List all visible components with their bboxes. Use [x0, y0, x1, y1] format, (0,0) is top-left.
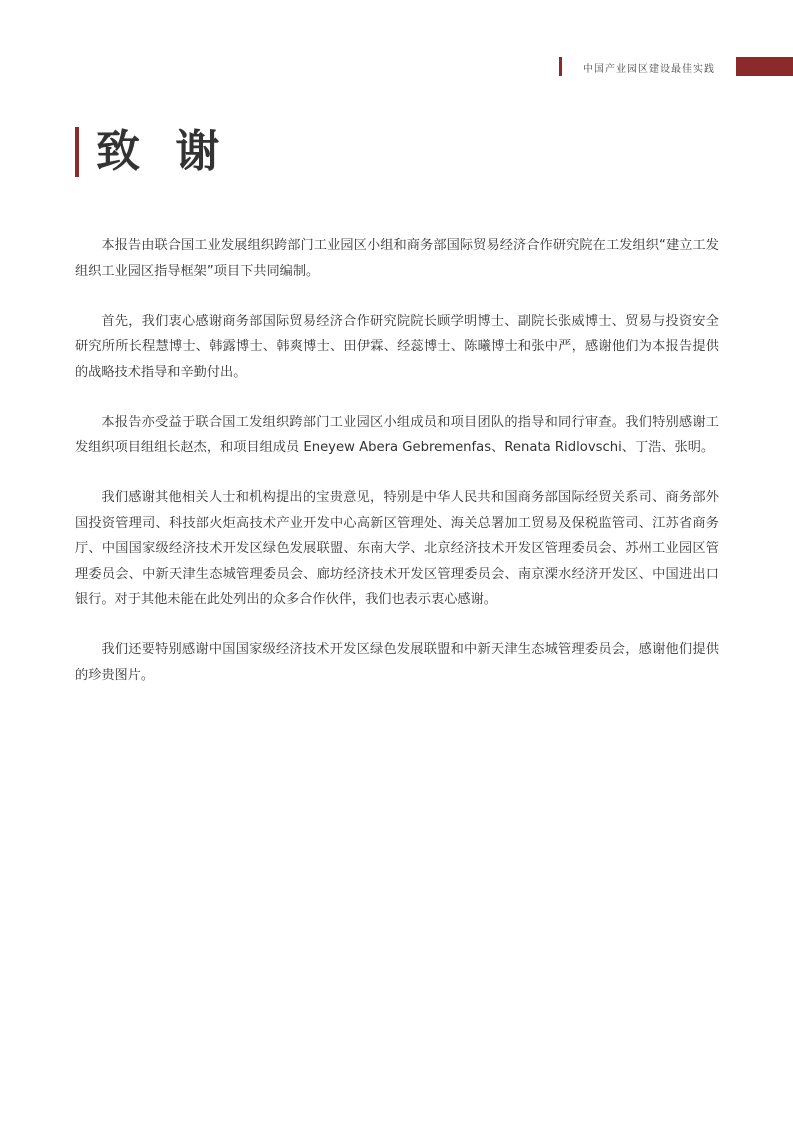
page-title: 致 谢	[96, 126, 230, 177]
acknowledgement-body	[75, 233, 719, 713]
title-accent-bar	[75, 127, 79, 177]
paragraph: 我们还要特别感谢中国国家级经济技术开发区绿色发展联盟和中新天津生态城管理委员会，感谢他们提供的珍贵图片。	[75, 642, 719, 683]
paragraph: 我们感谢其他相关人士和机构提出的宝贵意见，特别是中华人民共和国商务部国际经贸关系司、商务部外国投资管理司、科技部火炬高技术产业开发中心高新区管理处、海关总署加工贸易及保税监管司、江苏省商务厅、中国国家级经济技术开发区绿色发展联盟、东南大学、北京经济技术开发区管理委员会、苏州工业园区管理委员会、中新天津生态城管理委员会、廊坊经济技术开发区管理委员会、南京溧水经济开发区、中国进出口银行。对于其他未能在此处列出的众多合作伙伴，我们也表示衷心感谢。	[75, 490, 719, 607]
header-accent-bar	[559, 57, 562, 76]
paragraph: 首先，我们衷心感谢商务部国际贸易经济合作研究院院长顾学明博士、副院长张威博士、贸易与投资安全研究所所长程慧博士、韩露博士、韩爽博士、田伊霖、经蕊博士、陈曦博士和张中严，感谢他们为本报告提供的战略技术指导和辛勤付出。	[75, 313, 719, 380]
paragraph: 本报告亦受益于联合国工发组织跨部门工业园区小组成员和项目团队的指导和同行审查。我们特别感谢工发组织项目组组长赵杰，和项目组成员 Eneyew Abera Gebremenfas、Renata Ridlovschi、丁浩、张明。	[75, 414, 719, 455]
header-color-block	[736, 57, 793, 76]
paragraph: 本报告由联合国工业发展组织跨部门工业园区小组和商务部国际贸易经济合作研究院在工发组织“建立工发组织工业园区指导框架”项目下共同编制。	[75, 238, 719, 279]
header-section-title: 中国产业园区建设最佳实践	[583, 64, 715, 75]
